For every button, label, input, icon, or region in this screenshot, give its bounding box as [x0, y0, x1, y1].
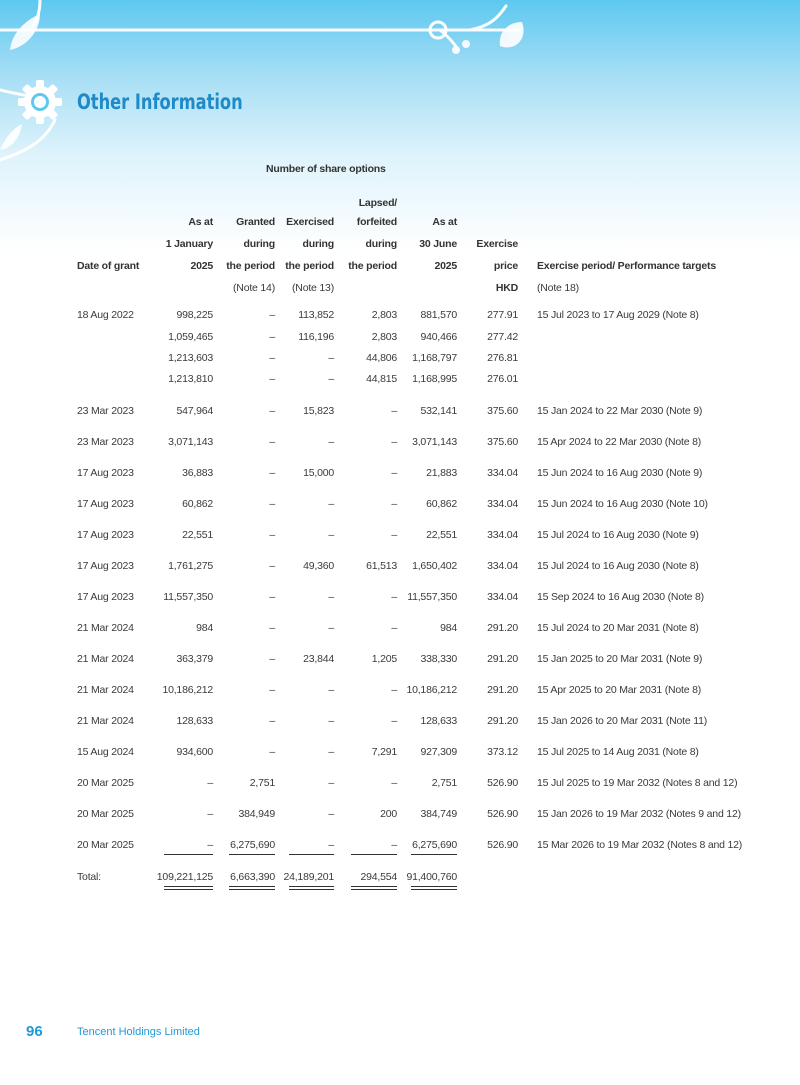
table-cell: –: [328, 777, 334, 789]
column-header-price: price: [493, 260, 518, 272]
table-cell: 21 Mar 2024: [77, 653, 134, 665]
table-cell: 15 Jul 2024 to 16 Aug 2030 (Note 8): [537, 560, 699, 572]
table-cell: 20 Mar 2025: [77, 777, 134, 789]
table-cell: –: [269, 352, 275, 364]
table-cell: –: [269, 436, 275, 448]
table-cell: 15 Jul 2024 to 16 Aug 2030 (Note 9): [537, 529, 699, 541]
table-cell: 532,141: [420, 405, 457, 417]
column-header-as_at_jan: 1 January: [165, 238, 213, 250]
column-header-lapsed: Lapsed/: [358, 197, 397, 209]
table-cell: 15 Jul 2025 to 14 Aug 2031 (Note 8): [537, 746, 699, 758]
table-cell: 15 Apr 2025 to 20 Mar 2031 (Note 8): [537, 684, 702, 696]
column-header-as_at_jun: 2025: [434, 260, 457, 272]
table-cell: –: [328, 498, 334, 510]
table-cell: 23,844: [303, 653, 334, 665]
table-cell: 1,168,995: [412, 373, 457, 385]
total-cell: 24,189,201: [283, 871, 334, 883]
table-cell: 60,862: [182, 498, 213, 510]
table-cell: 15 Jan 2025 to 20 Mar 2031 (Note 9): [537, 653, 703, 665]
table-cell: –: [391, 777, 397, 789]
table-cell: 334.04: [487, 529, 518, 541]
column-header-granted: the period: [226, 260, 275, 272]
table-cell: 1,213,810: [168, 373, 213, 385]
table-cell: –: [269, 653, 275, 665]
table-cell: 15 Jan 2026 to 19 Mar 2032 (Notes 9 and 12): [537, 808, 741, 820]
table-cell: 334.04: [487, 591, 518, 603]
column-header-exercised: the period: [285, 260, 334, 272]
total-rule-double: [411, 889, 457, 890]
page-number: 96: [26, 1023, 43, 1040]
page-title: Other Information: [77, 90, 243, 114]
table-cell: 291.20: [487, 653, 518, 665]
table-cell: 113,852: [298, 309, 334, 321]
table-cell: –: [269, 467, 275, 479]
table-cell: 36,883: [182, 467, 213, 479]
table-cell: –: [328, 352, 334, 364]
table-cell: 10,186,212: [406, 684, 457, 696]
table-cell: –: [207, 839, 213, 851]
column-header-granted: during: [243, 238, 275, 250]
table-cell: 934,600: [176, 746, 213, 758]
table-cell: 23 Mar 2023: [77, 436, 134, 448]
table-cell: –: [391, 529, 397, 541]
table-cell: 984: [196, 622, 213, 634]
table-cell: 15 Apr 2024 to 22 Mar 2030 (Note 8): [537, 436, 702, 448]
column-header-as_at_jun: As at: [432, 216, 457, 228]
table-cell: 15 Sep 2024 to 16 Aug 2030 (Note 8): [537, 591, 704, 603]
table-cell: 375.60: [487, 405, 518, 417]
table-cell: –: [391, 622, 397, 634]
table-cell: –: [269, 529, 275, 541]
total-rule-top: [164, 854, 213, 855]
table-cell: 881,570: [420, 309, 457, 321]
table-cell: 44,806: [366, 352, 397, 364]
table-cell: 338,330: [420, 653, 457, 665]
column-header-lapsed: forfeited: [356, 216, 397, 228]
table-cell: 547,964: [176, 405, 213, 417]
table-cell: –: [391, 684, 397, 696]
table-cell: 998,225: [176, 309, 213, 321]
table-cell: 7,291: [371, 746, 397, 758]
table-cell: –: [391, 405, 397, 417]
table-cell: 21 Mar 2024: [77, 715, 134, 727]
table-cell: 3,071,143: [412, 436, 457, 448]
total-rule-double: [289, 889, 334, 890]
table-cell: 61,513: [366, 560, 397, 572]
table-cell: 375.60: [487, 436, 518, 448]
table-cell: 15 Jan 2026 to 20 Mar 2031 (Note 11): [537, 715, 708, 727]
table-cell: 363,379: [176, 653, 213, 665]
table-cell: 15 Aug 2024: [77, 746, 134, 758]
table-cell: 2,751: [431, 777, 457, 789]
table-cell: –: [328, 715, 334, 727]
table-cell: 276.81: [487, 352, 518, 364]
table-cell: –: [328, 529, 334, 541]
total-cell: 109,221,125: [156, 871, 213, 883]
table-cell: 15 Jan 2024 to 22 Mar 2030 (Note 9): [537, 405, 703, 417]
table-cell: 15 Jun 2024 to 16 Aug 2030 (Note 10): [537, 498, 708, 510]
total-rule-top: [411, 854, 457, 855]
leaf-icon: [10, 14, 40, 50]
total-cell: 6,663,390: [230, 871, 275, 883]
table-cell: 373.12: [487, 746, 518, 758]
table-cell: 22,551: [182, 529, 213, 541]
table-cell: –: [391, 467, 397, 479]
column-header-period: Exercise period/ Performance targets: [537, 260, 716, 272]
table-cell: –: [328, 373, 334, 385]
column-header-date: Date of grant: [77, 260, 140, 272]
table-cell: 2,803: [371, 331, 397, 343]
table-cell: 17 Aug 2023: [77, 467, 134, 479]
table-cell: 276.01: [487, 373, 518, 385]
table-cell: –: [391, 839, 397, 851]
column-header-granted: Granted: [236, 216, 275, 228]
branch-decoration: [0, 0, 800, 250]
table-cell: 384,749: [420, 808, 457, 820]
table-cell: 15 Jul 2023 to 17 Aug 2029 (Note 8): [537, 309, 699, 321]
table-cell: –: [391, 591, 397, 603]
table-cell: 128,633: [420, 715, 457, 727]
total-rule-top: [289, 854, 334, 855]
table-cell: 128,633: [176, 715, 213, 727]
table-cell: –: [207, 808, 213, 820]
group-header: Number of share options: [266, 163, 386, 175]
table-cell: –: [269, 373, 275, 385]
table-cell: 15,823: [303, 405, 334, 417]
table-cell: 1,059,465: [168, 331, 213, 343]
column-header-price: HKD: [495, 282, 518, 294]
table-cell: –: [328, 591, 334, 603]
table-cell: 49,360: [303, 560, 334, 572]
table-cell: –: [328, 436, 334, 448]
table-cell: –: [269, 560, 275, 572]
table-cell: 18 Aug 2022: [77, 309, 134, 321]
table-cell: –: [328, 622, 334, 634]
column-header-exercised: (Note 13): [292, 282, 334, 294]
table-cell: 277.91: [487, 309, 518, 321]
total-cell: 294,554: [360, 871, 397, 883]
table-cell: 2,751: [249, 777, 275, 789]
table-cell: 60,862: [426, 498, 457, 510]
table-cell: 1,205: [371, 653, 397, 665]
table-cell: 21 Mar 2024: [77, 684, 134, 696]
table-cell: 291.20: [487, 622, 518, 634]
column-header-exercised: Exercised: [286, 216, 334, 228]
gear-icon: [18, 80, 62, 124]
total-rule-top: [229, 854, 275, 855]
total-rule-double: [351, 886, 397, 887]
table-cell: 984: [440, 622, 457, 634]
column-header-exercised: during: [302, 238, 334, 250]
total-rule-double: [289, 886, 334, 887]
table-cell: 277.42: [487, 331, 518, 343]
leaf-icon: [500, 22, 524, 47]
table-cell: 2,803: [371, 309, 397, 321]
table-cell: 200: [380, 808, 397, 820]
table-cell: –: [269, 622, 275, 634]
table-cell: 6,275,690: [412, 839, 457, 851]
table-cell: –: [269, 746, 275, 758]
table-cell: 44,815: [366, 373, 397, 385]
table-cell: 291.20: [487, 684, 518, 696]
table-cell: 21 Mar 2024: [77, 622, 134, 634]
table-cell: 22,551: [426, 529, 457, 541]
total-rule-double: [164, 889, 213, 890]
table-cell: 20 Mar 2025: [77, 808, 134, 820]
table-cell: –: [269, 684, 275, 696]
table-cell: –: [391, 436, 397, 448]
table-cell: 17 Aug 2023: [77, 498, 134, 510]
table-cell: 1,761,275: [168, 560, 213, 572]
total-rule-double: [229, 889, 275, 890]
table-cell: 15 Jun 2024 to 16 Aug 2030 (Note 9): [537, 467, 703, 479]
table-cell: 23 Mar 2023: [77, 405, 134, 417]
total-rule-double: [351, 889, 397, 890]
table-cell: –: [269, 498, 275, 510]
total-rule-double: [411, 886, 457, 887]
table-cell: 21,883: [426, 467, 457, 479]
total-cell: 91,400,760: [406, 871, 457, 883]
table-cell: 20 Mar 2025: [77, 839, 134, 851]
column-header-lapsed: during: [365, 238, 397, 250]
table-cell: 17 Aug 2023: [77, 560, 134, 572]
total-rule-double: [164, 886, 213, 887]
table-cell: 384,949: [238, 808, 275, 820]
table-cell: 6,275,690: [230, 839, 275, 851]
table-cell: 17 Aug 2023: [77, 529, 134, 541]
column-header-as_at_jun: 30 June: [419, 238, 457, 250]
table-cell: 927,309: [420, 746, 457, 758]
total-label: Total:: [77, 871, 101, 883]
table-cell: –: [269, 309, 275, 321]
table-cell: 334.04: [487, 560, 518, 572]
table-cell: 526.90: [487, 777, 518, 789]
column-header-as_at_jan: 2025: [190, 260, 213, 272]
table-cell: 11,557,350: [407, 591, 457, 603]
table-cell: 116,196: [298, 331, 334, 343]
table-cell: –: [391, 715, 397, 727]
table-cell: –: [328, 839, 334, 851]
table-cell: –: [391, 498, 397, 510]
table-cell: 15 Mar 2026 to 19 Mar 2032 (Notes 8 and 12): [537, 839, 743, 851]
table-cell: –: [328, 684, 334, 696]
table-cell: –: [328, 808, 334, 820]
table-cell: –: [328, 746, 334, 758]
table-cell: 1,213,603: [168, 352, 213, 364]
column-header-granted: (Note 14): [233, 282, 275, 294]
table-cell: 10,186,212: [162, 684, 213, 696]
table-cell: –: [269, 715, 275, 727]
column-header-as_at_jan: As at: [188, 216, 213, 228]
column-header-lapsed: the period: [348, 260, 397, 272]
table-cell: 526.90: [487, 839, 518, 851]
table-cell: –: [207, 777, 213, 789]
table-cell: 1,168,797: [412, 352, 457, 364]
table-cell: –: [269, 331, 275, 343]
table-cell: 15 Jul 2024 to 20 Mar 2031 (Note 8): [537, 622, 699, 634]
table-cell: 1,650,402: [412, 560, 457, 572]
column-header-period: (Note 18): [537, 282, 579, 294]
table-cell: 15,000: [303, 467, 334, 479]
table-cell: 15 Jul 2025 to 19 Mar 2032 (Notes 8 and 12): [537, 777, 738, 789]
table-cell: 334.04: [487, 467, 518, 479]
table-cell: –: [269, 591, 275, 603]
table-cell: 11,557,350: [163, 591, 213, 603]
table-cell: 3,071,143: [168, 436, 213, 448]
table-cell: 940,466: [420, 331, 457, 343]
table-cell: –: [269, 405, 275, 417]
company-name: Tencent Holdings Limited: [77, 1026, 200, 1038]
table-cell: 334.04: [487, 498, 518, 510]
total-rule-top: [351, 854, 397, 855]
leaf-icon: [0, 124, 22, 150]
table-cell: 17 Aug 2023: [77, 591, 134, 603]
column-header-price: Exercise: [476, 238, 518, 250]
table-cell: 291.20: [487, 715, 518, 727]
table-cell: 526.90: [487, 808, 518, 820]
total-rule-double: [229, 886, 275, 887]
